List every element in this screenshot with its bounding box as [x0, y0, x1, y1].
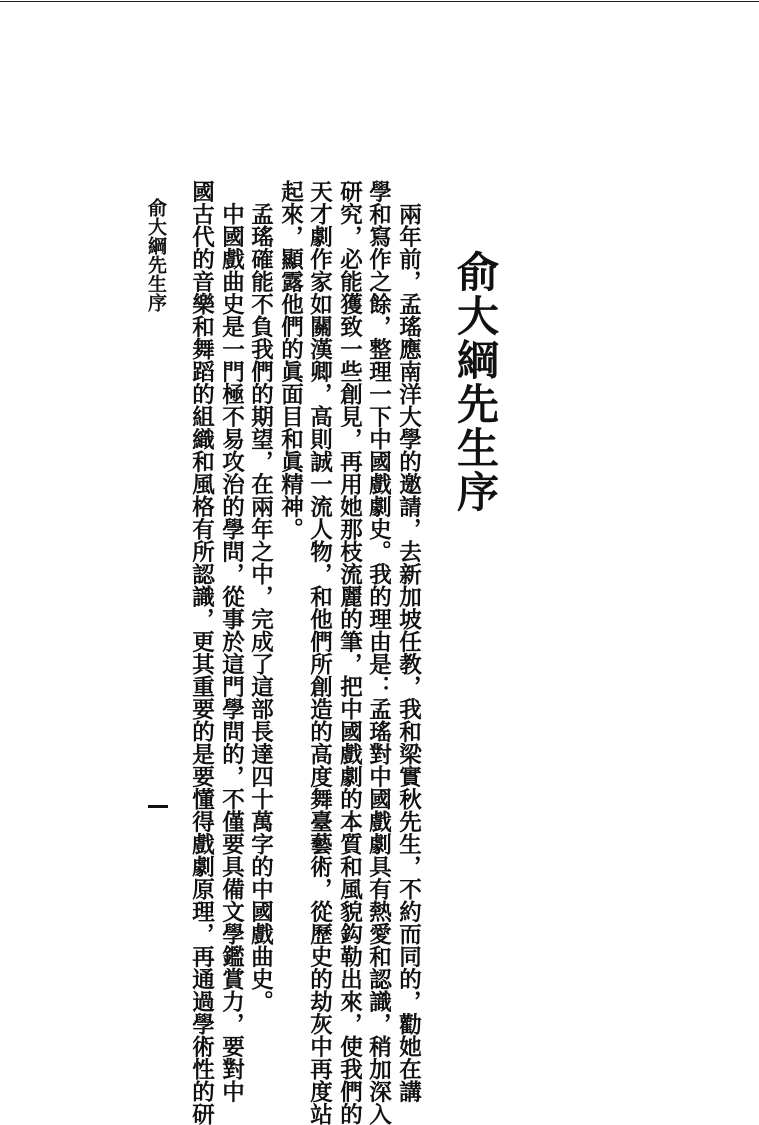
- text-line-3: 研究，必能獲致一些創見，再用她那枝流麗的筆，把中國戲劇的本質和風貌鈎勒出來，使我們的: [336, 180, 363, 1125]
- text-line-5: 起來，顯露他們的眞面目和眞精神。: [277, 180, 304, 540]
- text-line-4: 天才劇作家如關漢卿，高則誠一流人物，和他們所創造的高度舞臺藝術，從歷史的劫灰中再度站: [306, 180, 333, 1125]
- text-line-6: 孟瑤確能不負我們的期望，在兩年之中，完成了這部長達四十萬字的中國戲曲史。: [247, 180, 274, 1013]
- text-line-2: 學和寫作之餘，整理一下中國戲劇史。我的理由是：孟瑤對中國戲劇具有熱愛和認識，稍加深入: [365, 180, 392, 1125]
- text-line-7: 中國戲曲史是一門極不易攻治的學問，從事於這門學問的，不僅要具備文學鑑賞力，要對中: [218, 180, 245, 1103]
- text-line-8: 國古代的音樂和舞蹈的組織和風格有所認識，更其重要的是要懂得戲劇原理，再通過學術性的研: [188, 180, 215, 1125]
- running-head: 俞大綱先生序: [145, 198, 167, 312]
- page-title: 俞大綱先生序: [451, 250, 500, 514]
- text-line-1: 兩年前，孟瑤應南洋大學的邀請，去新加坡任教，我和梁實秋先生，不約而同的，勸她在講: [395, 180, 422, 1103]
- page-number: [148, 805, 168, 808]
- top-border-line: [0, 1, 759, 2]
